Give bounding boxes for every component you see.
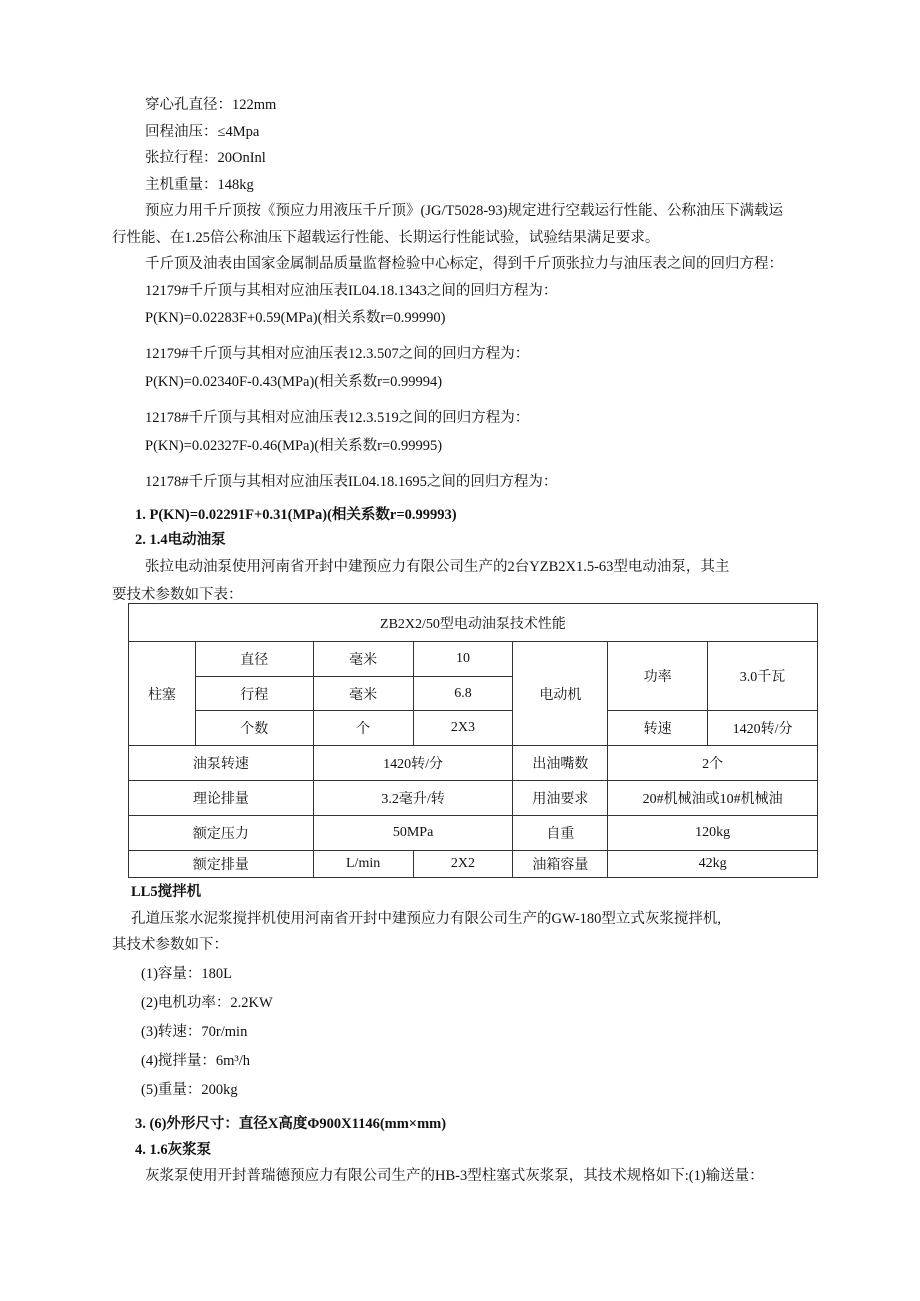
- cell: 毫米: [313, 642, 413, 677]
- cell: 6.8: [413, 677, 513, 711]
- equation: P(KN)=0.02327F-0.46(MPa)(相关系数r=0.99995): [145, 438, 443, 454]
- cell: 3.0千瓦: [708, 642, 818, 711]
- cell: 120kg: [608, 816, 818, 851]
- cell: 油泵转速: [129, 746, 314, 781]
- cell: 额定压力: [129, 816, 314, 851]
- paragraph: 预应力用千斤顶按《预应力用液压千斤顶》(JG/T5028-93)规定进行空载运行性能、公称油压下满载运: [145, 203, 783, 219]
- spec-item: (3)转速：70r/min: [141, 1024, 248, 1040]
- list-item: 1. P(KN)=0.02291F+0.31(MPa)(相关系数r=0.99993): [135, 507, 457, 523]
- cell: 10: [413, 642, 513, 677]
- cell: 转速: [608, 711, 708, 746]
- cell: 1420转/分: [313, 746, 513, 781]
- cell: 50MPa: [313, 816, 513, 851]
- spec-item: (1)容量：180L: [141, 966, 233, 982]
- table-row: [129, 816, 818, 851]
- text-line: 张拉行程：20OnInl: [145, 150, 266, 166]
- cell: 2个: [608, 746, 818, 781]
- equation-label: 12178#千斤顶与其相对应油压表IL04.18.1695之间的回归方程为：: [145, 474, 558, 490]
- equation: P(KN)=0.02283F+0.59(MPa)(相关系数r=0.99990): [145, 310, 446, 326]
- cell: 用油要求: [513, 781, 608, 816]
- cell: 理论排量: [129, 781, 314, 816]
- cell: 油箱容量: [513, 851, 608, 878]
- cell: 2X3: [413, 711, 513, 746]
- text-line: 穿心孔直径：122mm: [145, 97, 277, 113]
- table-row: [129, 781, 818, 816]
- section-heading: LL5搅拌机: [131, 884, 202, 900]
- paragraph: 行性能、在1.25倍公称油压下超载运行性能、长期运行性能试验，试验结果满足要求。: [112, 230, 660, 246]
- paragraph: 灰浆泵使用开封普瑞德预应力有限公司生产的HB-3型柱塞式灰浆泵，其技术规格如下:(1)输送量：: [145, 1168, 764, 1184]
- cell: 3.2毫升/转: [313, 781, 513, 816]
- table-row: [129, 746, 818, 781]
- paragraph: 张拉电动油泵使用河南省开封中建预应力有限公司生产的2台YZB2X1.5-63型电动油泵，其主: [145, 559, 730, 575]
- cell: 42kg: [608, 851, 818, 878]
- paragraph: 孔道压浆水泥浆搅拌机使用河南省开封中建预应力有限公司生产的GW-180型立式灰浆搅拌机,: [131, 911, 722, 927]
- cell: 功率: [608, 642, 708, 711]
- cell: 电动机: [513, 642, 608, 746]
- spec-item: (5)重量：200kg: [141, 1082, 238, 1098]
- cell: 个数: [195, 711, 313, 746]
- equation: P(KN)=0.02340F-0.43(MPa)(相关系数r=0.99994): [145, 374, 443, 390]
- equation-label: 12179#千斤顶与其相对应油压表IL04.18.1343之间的回归方程为：: [145, 283, 558, 299]
- cell: 行程: [195, 677, 313, 711]
- cell: 自重: [513, 816, 608, 851]
- paragraph: 千斤顶及油表由国家金属制品质量监督检验中心标定，得到千斤顶张拉力与油压表之间的回归方程：: [145, 256, 783, 272]
- cell: 毫米: [313, 677, 413, 711]
- spec-item: (2)电机功率：2.2KW: [141, 995, 273, 1011]
- cell: 柱塞: [129, 642, 196, 746]
- table-row: [129, 851, 818, 878]
- cell: 直径: [195, 642, 313, 677]
- cell: 额定排量: [129, 851, 314, 878]
- list-item: 3. (6)外形尺寸：直径X高度Φ900X1146(mm×mm): [135, 1116, 447, 1132]
- table-title: ZB2X2/50型电动油泵技术性能: [129, 604, 818, 642]
- paragraph: 要技术参数如下表：: [112, 587, 243, 603]
- equation-label: 12178#千斤顶与其相对应油压表12.3.519之间的回归方程为：: [145, 410, 530, 426]
- text-line: 主机重量：148kg: [145, 177, 254, 193]
- cell: L/min: [313, 851, 413, 878]
- cell: 个: [313, 711, 413, 746]
- cell: 20#机械油或10#机械油: [608, 781, 818, 816]
- section-heading: 4. 1.6灰浆泵: [135, 1142, 212, 1158]
- cell: 2X2: [413, 851, 513, 878]
- equation-label: 12179#千斤顶与其相对应油压表12.3.507之间的回归方程为：: [145, 346, 530, 362]
- cell: 1420转/分: [708, 711, 818, 746]
- section-heading: 2. 1.4电动油泵: [135, 532, 226, 548]
- paragraph: 其技术参数如下：: [112, 937, 228, 953]
- text-line: 回程油压：≤4Mpa: [145, 124, 260, 140]
- spec-item: (4)搅拌量：6m³/h: [141, 1053, 251, 1069]
- pump-spec-table: [128, 603, 818, 878]
- cell: 出油嘴数: [513, 746, 608, 781]
